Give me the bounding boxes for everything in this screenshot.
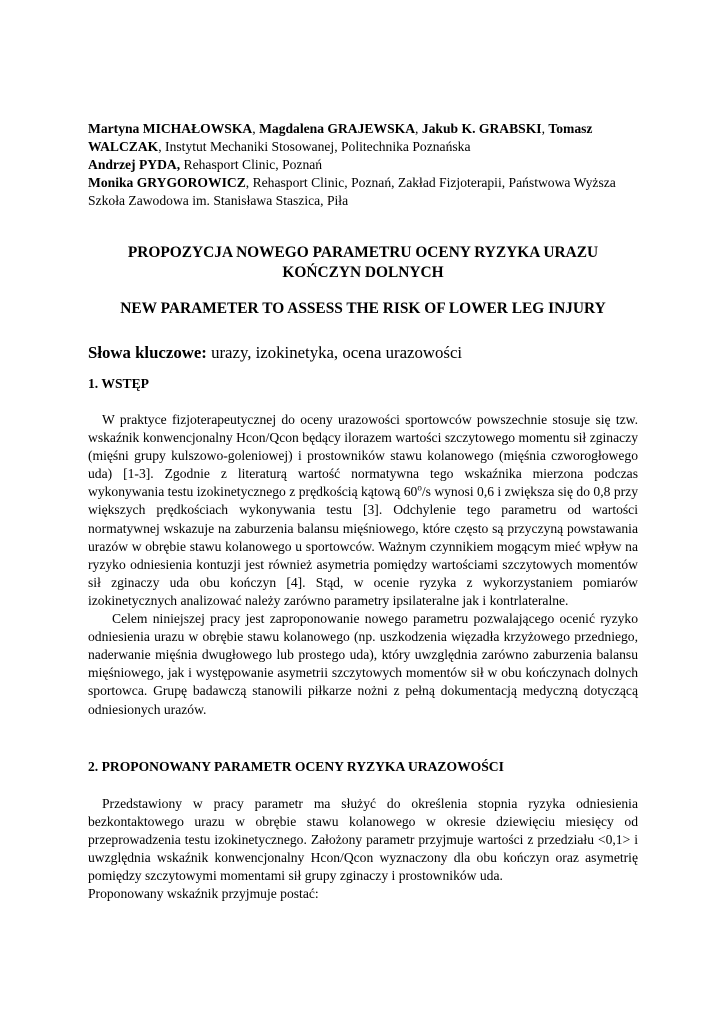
paper-title-polish: PROPOZYCJA NOWEGO PARAMETRU OCENY RYZYKA URAZU KOŃCZYN DOLNYCH [127, 244, 599, 281]
paragraph: Celem niniejszej pracy jest zaproponowanie nowego parametru pozwalającego ocenić ryzyko odniesienia urazu w obrębie stawu kolanowego (np. uszkodzenia więzadła krzyżowego przedniego, naderwanie mięśnia dwugłowego lub prostego uda), który uwzględnia zarówno zaburzenia balansu mięśniowego, jak i występowanie asymetrii szczytowych momentów sił w obu kończynach dolnych sportowca. Grupę badawczą stanowili piłkarze nożni z pełną dokumentacją medyczną dotyczącą odniesionych urazów. [88, 611, 638, 717]
author-name: Andrzej PYDA, [88, 157, 181, 172]
section-heading-introduction: 1. WSTĘP [88, 376, 149, 391]
author-affiliation: Rehasport Clinic, Poznań [180, 157, 323, 172]
author-line-3 [88, 174, 638, 210]
section-heading-proposed-parameter: 2. PROPONOWANY PARAMETR OCENY RYZYKA URAZOWOŚCI [88, 759, 504, 774]
author-name: Martyna MICHAŁOWSKA [88, 121, 253, 136]
keywords [88, 342, 638, 364]
author-affiliation: Instytut Mechaniki Stosowanej, Politechnika Poznańska [165, 139, 471, 154]
paragraph: Przedstawiony w pracy parametr ma służyć do określenia stopnia ryzyka odniesienia bezkontaktowego urazu w obrębie stawu kolanowego w okresie dziewięciu miesięcy od przeprowadzenia testu izokinetycznego. Założony parametr przyjmuje wartości z przedziału <0,1> i uwzględnia wskaźnik konwencjonalny Hcon/Qcon wyznaczony dla obu kończyn oraz asymetrię pomiędzy szczytowymi momentami sił grupy zginaczy i prostowników uda. [88, 796, 638, 884]
author-name: Magdalena GRAJEWSKA [259, 121, 416, 136]
author-name: Monika GRYGOROWICZ [88, 175, 246, 190]
paragraph: Proponowany wskaźnik przyjmuje postać: [88, 886, 319, 902]
keywords-value: urazy, izokinetyka, ocena urazowości [206, 343, 463, 362]
author-name: Jakub K. GRABSKI [421, 121, 542, 136]
paragraph: W praktyce fizjoterapeutycznej do oceny urazowości sportowców powszechnie stosuje się tzw. wskaźnik konwencjonalny Hcon/Qcon będący ilorazem wartości szczytowego momentu sił zginaczy (mięśni grupy kulszowo-goleniowej) i prostowników stawu kolanowego (mięśnia czworogłowego uda) [1-3]. Zgodnie z literaturą wartość normatywna tego wskaźnika mierzona podczas wykonywania testu izokinetycznego z prędkością kątową 60$^o$/s wynosi 0,6 i zwiększa się do 0,8 przy większych prędkościach wykonywania testu [3]. Odchylenie tego parametru od wartości normatywnej wskazuje na zaburzenia balansu mięśniowego, które często są przyczyną powstawania urazów w obrębie stawu kolanowego u sportowców. Ważnym czynnikiem mogącym mieć wpływ na ryzyko odniesienia kontuzji jest również asymetria pomiędzy wartościami szczytowych momentów sił zginaczy uda obu kończyn [4]. Stąd, w ocenie ryzyka z wykorzystaniem pomiarów izokinetycznych analizować należy zarówno parametry ipsilateralne jak i kontrlateralne. [88, 412, 638, 608]
keywords-label: Słowa kluczowe: [88, 343, 207, 362]
author-name: Tomasz WALCZAK [88, 121, 593, 154]
author-affiliation: , Rehasport Clinic, Poznań, Zakład Fizjoterapii, Państwowa Wyższa Szkoła Zawodowa im. Stanisława Staszica, Piła [88, 175, 616, 208]
author-block [88, 120, 638, 210]
section-introduction-body [88, 411, 638, 719]
degree-superscript: o [417, 482, 422, 493]
author-line-1: Martyna MICHAŁOWSKA, Magdalena GRAJEWSKA, Jakub K. GRABSKI, Tomasz WALCZAK, Instytut Mechaniki Stosowanej, Politechnika Poznańska [88, 121, 593, 154]
author-line-2 [88, 156, 638, 174]
section-proposed-parameter-body [88, 795, 638, 904]
paper-title-english: NEW PARAMETER TO ASSESS THE RISK OF LOWER LEG INJURY [120, 300, 606, 317]
